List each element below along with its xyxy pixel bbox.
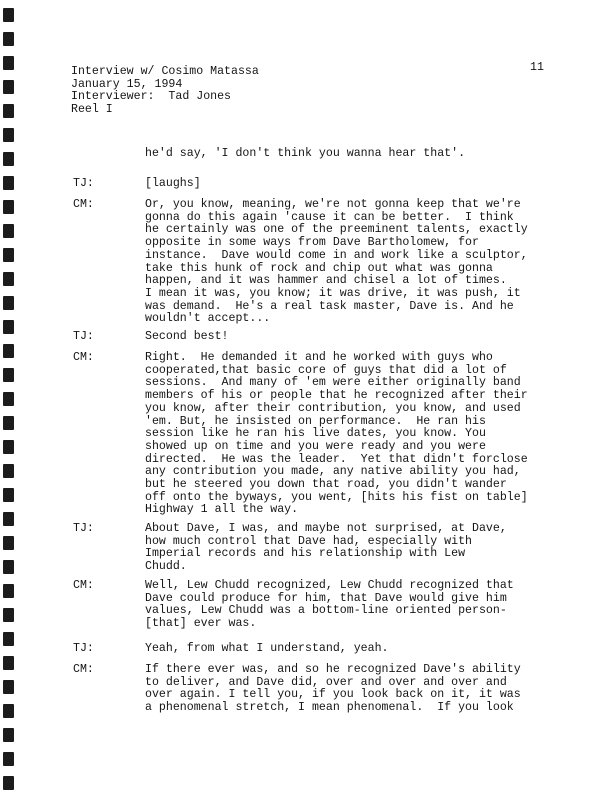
binding-hole (3, 416, 14, 430)
dialogue-line: a phenomenal stretch, I mean phenomenal. If you look (145, 701, 514, 715)
header-date: January 15, 1994 (71, 77, 183, 91)
dialogue-text (145, 523, 565, 574)
dialogue-line: values, Lew Chudd was a bottom-line oriented person- (145, 604, 507, 618)
dialogue-line: but he steered you down that road, you didn't wander (145, 478, 507, 492)
binding-hole (3, 320, 14, 334)
dialogue-line: sessions. And many of 'em were either originally band (145, 376, 521, 390)
binding-hole (3, 176, 14, 190)
dialogue-line: instance. Dave would come in and work like a sculptor, (145, 248, 528, 262)
binding-hole (3, 128, 14, 142)
dialogue-text (145, 580, 565, 631)
binding-hole (3, 56, 14, 70)
dialogue-text (145, 643, 565, 656)
dialogue-line: Or, you know, meaning, we're not gonna keep that we're (145, 198, 521, 211)
dialogue-text (145, 352, 565, 517)
binding-hole (3, 152, 14, 166)
dialogue-text (145, 199, 565, 326)
transcript-header (71, 66, 259, 116)
dialogue-line: Chudd. (145, 560, 187, 574)
dialogue-line: gonna do this again 'cause it can be better. I think (145, 210, 514, 224)
dialogue-text (145, 331, 565, 344)
dialogue-line: Well, Lew Chudd recognized, Lew Chudd recognized that (145, 579, 514, 592)
dialogue-line: If there ever was, and so he recognized Dave's ability (145, 663, 521, 676)
binding-hole (3, 680, 14, 694)
header-reel: Reel I (71, 102, 113, 116)
dialogue-line: to deliver, and Dave did, over and over and over and (145, 675, 507, 689)
dialogue-line: he'd say, 'I don't think you wanna hear that'. (145, 147, 466, 160)
speaker-label: CM: (73, 351, 94, 364)
dialogue-line: opposite in some ways from Dave Bartholomew, for (145, 236, 479, 250)
dialogue-line: Dave could produce for him, that Dave would give him (145, 591, 507, 605)
binding-hole (3, 656, 14, 670)
binding-hole (3, 608, 14, 622)
header-title: Interview w/ Cosimo Matassa (71, 65, 259, 78)
binding-hole (3, 392, 14, 406)
dialogue-text (145, 664, 565, 715)
binding-hole (3, 80, 14, 94)
speaker-label: TJ: (73, 330, 94, 343)
page-number: 11 (530, 61, 544, 74)
dialogue-line: session like he ran his live dates, you know. You (145, 427, 486, 441)
dialogue-line: any contribution you made, any native ability you had, (145, 465, 521, 479)
dialogue-line: Imperial records and his relationship with Lew (145, 547, 466, 561)
binding-hole (3, 8, 14, 22)
dialogue-line: off onto the byways, you went, [hits his fist on table] (145, 490, 528, 504)
dialogue-line: how much control that Dave had, especially with (145, 534, 472, 548)
binding-hole (3, 488, 14, 502)
speaker-label: CM: (73, 198, 94, 211)
speaker-label: CM: (73, 663, 94, 676)
binding-hole (3, 776, 14, 790)
dialogue-line: cooperated,that basic core of guys that did a lot of (145, 363, 507, 377)
binding-hole (3, 536, 14, 550)
dialogue-line: take this hunk of rock and chip out what was gonna (145, 261, 493, 275)
header-interviewer: Interviewer: Tad Jones (71, 90, 232, 103)
speaker-label: TJ: (73, 642, 94, 655)
dialogue-text (145, 178, 565, 191)
dialogue-line: showed up on time and you were ready and you were (145, 439, 486, 453)
dialogue-text (145, 148, 565, 161)
binding-hole (3, 632, 14, 646)
dialogue-line: Highway 1 all the way. (145, 503, 299, 517)
dialogue-line: Yeah, from what I understand, yeah. (145, 642, 389, 655)
binding-hole (3, 728, 14, 742)
binding-hole (3, 440, 14, 454)
binding-hole (3, 464, 14, 478)
dialogue-line: 'em. But, he insisted on performance. He ran his (145, 414, 486, 428)
dialogue-line: members of his or people that he recognized after their (145, 389, 528, 403)
binding-hole (3, 248, 14, 262)
speaker-label: CM: (73, 579, 94, 592)
binding-hole (3, 224, 14, 238)
binding-hole (3, 560, 14, 574)
binding-hole (3, 272, 14, 286)
dialogue-line: I mean it was, you know; it was drive, it was push, it (145, 286, 521, 300)
dialogue-line: About Dave, I was, and maybe not surprised, at Dave, (145, 522, 507, 535)
dialogue-line: [that] ever was. (145, 617, 257, 631)
dialogue-line: Right. He demanded it and he worked with guys who (145, 351, 493, 364)
binding-holes (0, 0, 20, 792)
binding-hole (3, 296, 14, 310)
dialogue-line: happen, and it was hammer and chisel a lot of times. (145, 274, 507, 288)
dialogue-line: you know, after their contribution, you know, and used (145, 401, 521, 415)
binding-hole (3, 32, 14, 46)
binding-hole (3, 344, 14, 358)
dialogue-line: over again. I tell you, if you look back on it, it was (145, 688, 521, 702)
binding-hole (3, 512, 14, 526)
binding-hole (3, 368, 14, 382)
speaker-label: TJ: (73, 177, 94, 190)
binding-hole (3, 104, 14, 118)
binding-hole (3, 752, 14, 766)
dialogue-line: Second best! (145, 330, 229, 343)
binding-hole (3, 200, 14, 214)
dialogue-line: he certainly was one of the preeminent talents, exactly (145, 223, 528, 237)
speaker-label: TJ: (73, 522, 94, 535)
dialogue-line: was demand. He's a real task master, Dave is. And he (145, 299, 514, 313)
dialogue-line: wouldn't accept... (145, 312, 271, 326)
dialogue-line: [laughs] (145, 177, 201, 190)
dialogue-line: directed. He was the leader. Yet that didn't forclose (145, 452, 528, 466)
binding-hole (3, 584, 14, 598)
binding-hole (3, 704, 14, 718)
